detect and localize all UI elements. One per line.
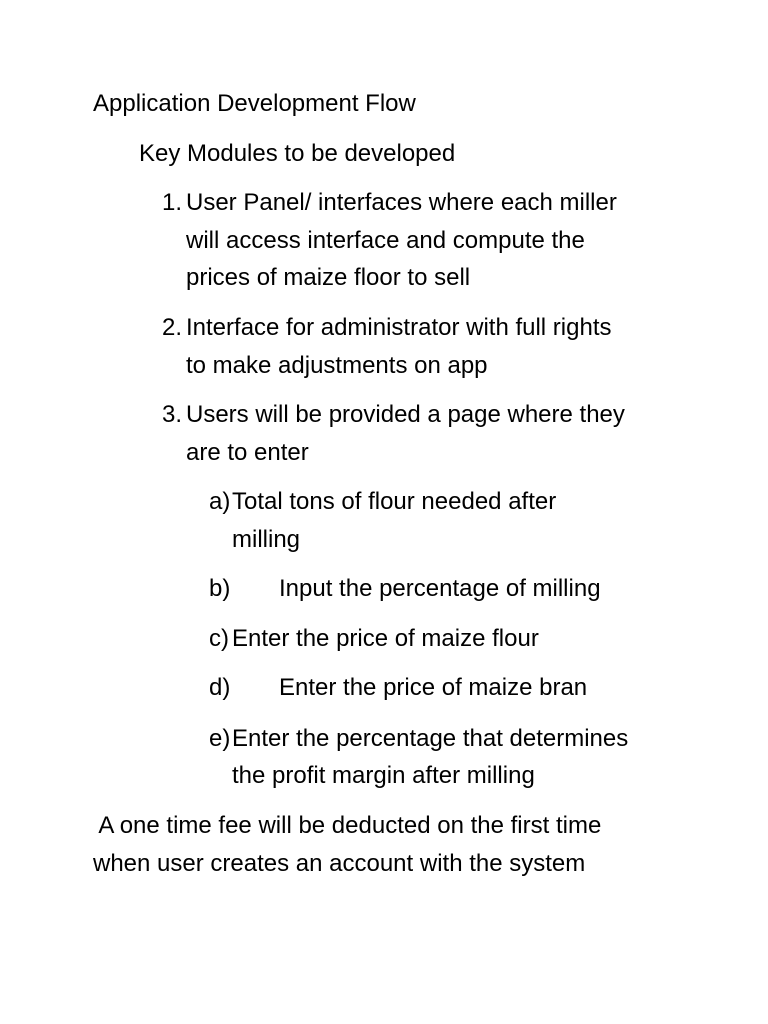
list-marker: 3. — [162, 401, 183, 428]
list-item-line: Enter the percentage that determines — [232, 725, 629, 752]
list-item-line: Users will be provided a page where they — [186, 401, 625, 428]
list-marker: b) — [209, 575, 231, 602]
document-title: Application Development Flow — [93, 90, 416, 117]
list-item-line: will access interface and compute the — [186, 227, 585, 254]
list-item-line: User Panel/ interfaces where each miller — [186, 189, 617, 216]
paragraph-line: when user creates an account with the system — [93, 850, 586, 877]
list-item-line: Interface for administrator with full rights — [186, 314, 612, 341]
list-item-line: Input the percentage of milling — [279, 575, 601, 602]
list-item-line: Enter the price of maize bran — [279, 674, 588, 701]
list-item-line: are to enter — [186, 439, 309, 466]
paragraph-line: A one time fee will be deducted on the first time — [93, 812, 602, 839]
list-marker: 1. — [162, 189, 183, 216]
section-subtitle: Key Modules to be developed — [139, 140, 456, 167]
list-item-line: milling — [232, 526, 301, 553]
list-marker: c) — [209, 625, 229, 652]
list-marker: 2. — [162, 314, 183, 341]
list-item-line: the profit margin after milling — [232, 762, 535, 789]
list-item-line: Enter the price of maize flour — [232, 625, 539, 652]
list-marker: a) — [209, 488, 231, 515]
list-item-line: Total tons of flour needed after — [232, 488, 557, 515]
list-item-line: to make adjustments on app — [186, 352, 488, 379]
list-item-line: prices of maize floor to sell — [186, 264, 471, 291]
list-marker: e) — [209, 725, 231, 752]
list-marker: d) — [209, 674, 231, 701]
